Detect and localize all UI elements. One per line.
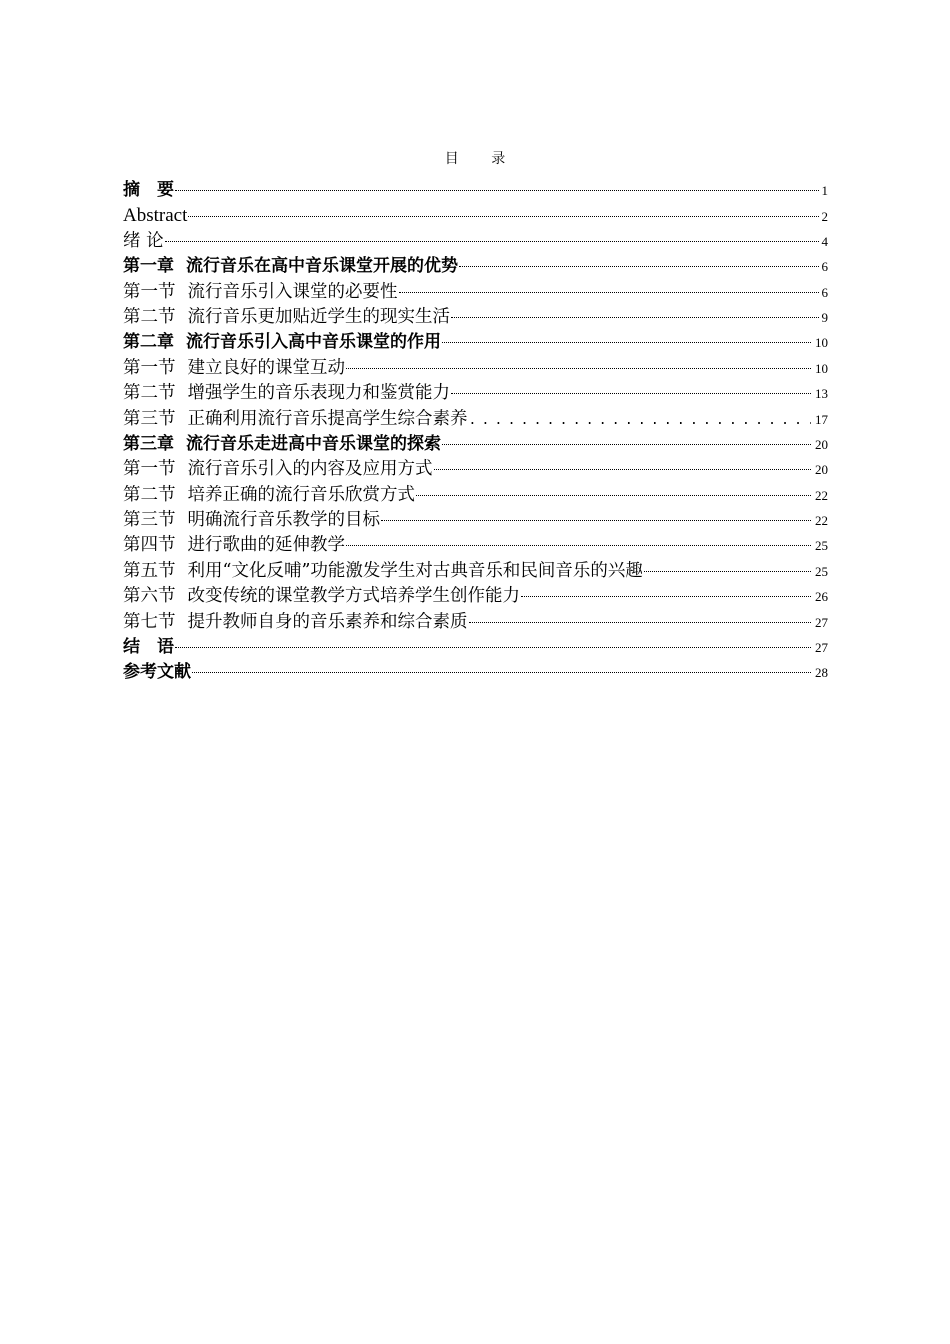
toc-title: 目 录 <box>444 151 520 167</box>
toc-leader-dots <box>451 317 819 318</box>
toc-entry-label: 参考文献 <box>123 662 191 683</box>
toc-entry-section[interactable] <box>123 305 828 330</box>
toc-entry-label <box>123 610 468 635</box>
toc-leader-dots <box>469 408 812 432</box>
toc-entry-title: 提升教师自身的音乐素养和综合素质 <box>187 611 468 632</box>
toc-entry-number: 第二节 <box>123 484 176 505</box>
toc-entry-label <box>123 381 450 406</box>
toc-entry-abstract-cn[interactable] <box>123 178 828 203</box>
toc-leader-dots <box>165 241 819 242</box>
toc-entry-label: 结 语 <box>123 637 174 658</box>
toc-leader-dots <box>521 596 811 597</box>
toc-entry-number: 第一节 <box>123 357 176 378</box>
toc-entry-title: 流行音乐在高中音乐课堂开展的优势 <box>186 256 458 277</box>
toc-leader-dots <box>459 266 819 267</box>
toc-entry-number: 第一章 <box>123 256 174 277</box>
toc-entry-introduction[interactable] <box>123 229 828 254</box>
toc-leader-dots <box>175 647 811 648</box>
toc-page-number: 20 <box>815 462 828 478</box>
toc-leader-dots <box>399 292 820 293</box>
toc-entry-title: 进行歌曲的延伸教学 <box>187 535 345 556</box>
toc-entry-label <box>123 559 643 584</box>
toc-page-number: 27 <box>815 614 828 630</box>
toc-entry-abstract-en[interactable] <box>123 203 828 228</box>
toc-entry-title: 流行音乐引入的内容及应用方式 <box>187 459 433 480</box>
toc-leader-dots <box>644 571 811 572</box>
toc-entry-section[interactable] <box>123 610 828 635</box>
toc-entry-label <box>123 280 398 305</box>
toc-entry-number: 第二节 <box>123 306 176 327</box>
toc-entry-section[interactable] <box>123 559 828 584</box>
toc-entry-section[interactable] <box>123 483 828 508</box>
toc-page-number: 28 <box>815 665 828 681</box>
toc-leader-dots <box>416 495 811 496</box>
toc-page-number: 26 <box>815 589 828 605</box>
toc-page-number: 22 <box>815 513 828 529</box>
toc-page-number: 6 <box>821 284 828 300</box>
toc-entry-title: 利用“文化反哺”功能激发学生对古典音乐和民间音乐的兴趣 <box>187 560 643 581</box>
toc-leader-dots <box>442 444 811 445</box>
toc-entry-number: 第二章 <box>123 332 174 353</box>
toc-leader-dots <box>451 393 811 394</box>
toc-entry-number: 第三章 <box>123 433 174 454</box>
toc-entry-section[interactable] <box>123 280 828 305</box>
toc-entry-label <box>123 254 458 279</box>
toc-entry-label <box>123 330 441 355</box>
toc-page-number: 13 <box>815 386 828 402</box>
toc-entry-number: 第七节 <box>123 611 176 632</box>
toc-leader-dots <box>346 545 811 546</box>
toc-page-number: 10 <box>815 335 828 351</box>
toc-entry-label <box>123 407 468 432</box>
toc-entry-title: 建立良好的课堂互动 <box>187 357 345 378</box>
toc-entry-label: 绪 论 <box>123 230 164 251</box>
toc-entry-title: 正确利用流行音乐提高学生综合素养 <box>187 408 468 429</box>
toc-entry-title: 流行音乐引入高中音乐课堂的作用 <box>186 332 441 353</box>
toc-page-number: 20 <box>815 436 828 452</box>
toc-entry-label <box>123 483 415 508</box>
toc-leader-dots <box>434 469 812 470</box>
toc-page-number: 2 <box>821 209 828 225</box>
toc-entry-number: 第四节 <box>123 535 176 556</box>
toc-page-number: 1 <box>821 183 828 198</box>
toc-entry-number: 第二节 <box>123 383 176 404</box>
toc-page-number: 6 <box>821 259 828 275</box>
toc-entry-title: 改变传统的课堂教学方式培养学生创作能力 <box>187 586 520 607</box>
toc-entry-references[interactable] <box>123 660 828 685</box>
toc-leader-dots <box>188 216 819 217</box>
toc-entry-title: 流行音乐更加贴近学生的现实生活 <box>187 306 450 327</box>
toc-page-number: 10 <box>815 360 828 376</box>
toc-entry-section[interactable] <box>123 381 828 406</box>
toc-entry-label <box>123 432 441 457</box>
toc-page-number: 4 <box>821 233 828 249</box>
toc-entry-section[interactable] <box>123 356 828 381</box>
toc-entry-label <box>123 533 345 558</box>
toc-page-number: 9 <box>821 309 828 325</box>
toc-entry-number: 第三节 <box>123 408 176 429</box>
toc-entry-label <box>123 508 380 533</box>
toc-entry-chapter-2[interactable] <box>123 330 828 355</box>
toc-entry-number: 第一节 <box>123 281 176 302</box>
toc-entry-label <box>123 356 345 381</box>
toc-leader-dots <box>346 368 811 369</box>
toc-entry-title: 增强学生的音乐表现力和鉴赏能力 <box>187 383 450 404</box>
toc-entry-section[interactable] <box>123 407 828 432</box>
toc-entry-title: 明确流行音乐教学的目标 <box>187 510 380 531</box>
toc-leader-dots <box>381 520 811 521</box>
toc-entry-label: Abstract <box>123 205 188 227</box>
toc-entry-label: 摘 要 <box>123 180 174 200</box>
toc-page-number: 27 <box>815 640 828 656</box>
toc-leader-dots <box>469 622 812 623</box>
toc-entry-section[interactable] <box>123 457 828 482</box>
toc-entry-number: 第六节 <box>123 586 176 607</box>
toc-entry-section[interactable] <box>123 508 828 533</box>
toc-entry-number: 第五节 <box>123 560 176 581</box>
toc-page-number: 25 <box>815 538 828 554</box>
toc-entry-number: 第三节 <box>123 510 176 531</box>
toc-entry-title: 流行音乐走进高中音乐课堂的探索 <box>186 433 441 454</box>
toc-entry-section[interactable] <box>123 533 828 558</box>
toc-entry-chapter-1[interactable] <box>123 254 828 279</box>
toc-page-number: 22 <box>815 487 828 503</box>
table-of-contents <box>123 178 828 686</box>
toc-leader-dots <box>442 342 811 343</box>
toc-entry-title: 培养正确的流行音乐欣赏方式 <box>187 484 415 505</box>
toc-entry-title: 流行音乐引入课堂的必要性 <box>187 281 398 302</box>
toc-entry-conclusion[interactable] <box>123 635 828 660</box>
toc-leader-dots <box>175 190 819 191</box>
toc-page-number: 25 <box>815 563 828 579</box>
toc-entry-number: 第一节 <box>123 459 176 480</box>
toc-entry-label <box>123 305 450 330</box>
toc-entry-chapter-3[interactable] <box>123 432 828 457</box>
toc-leader-dots <box>192 672 811 673</box>
toc-entry-label <box>123 457 433 482</box>
toc-page-number: 17 <box>815 411 828 427</box>
toc-entry-section[interactable] <box>123 584 828 609</box>
toc-entry-label <box>123 584 520 609</box>
